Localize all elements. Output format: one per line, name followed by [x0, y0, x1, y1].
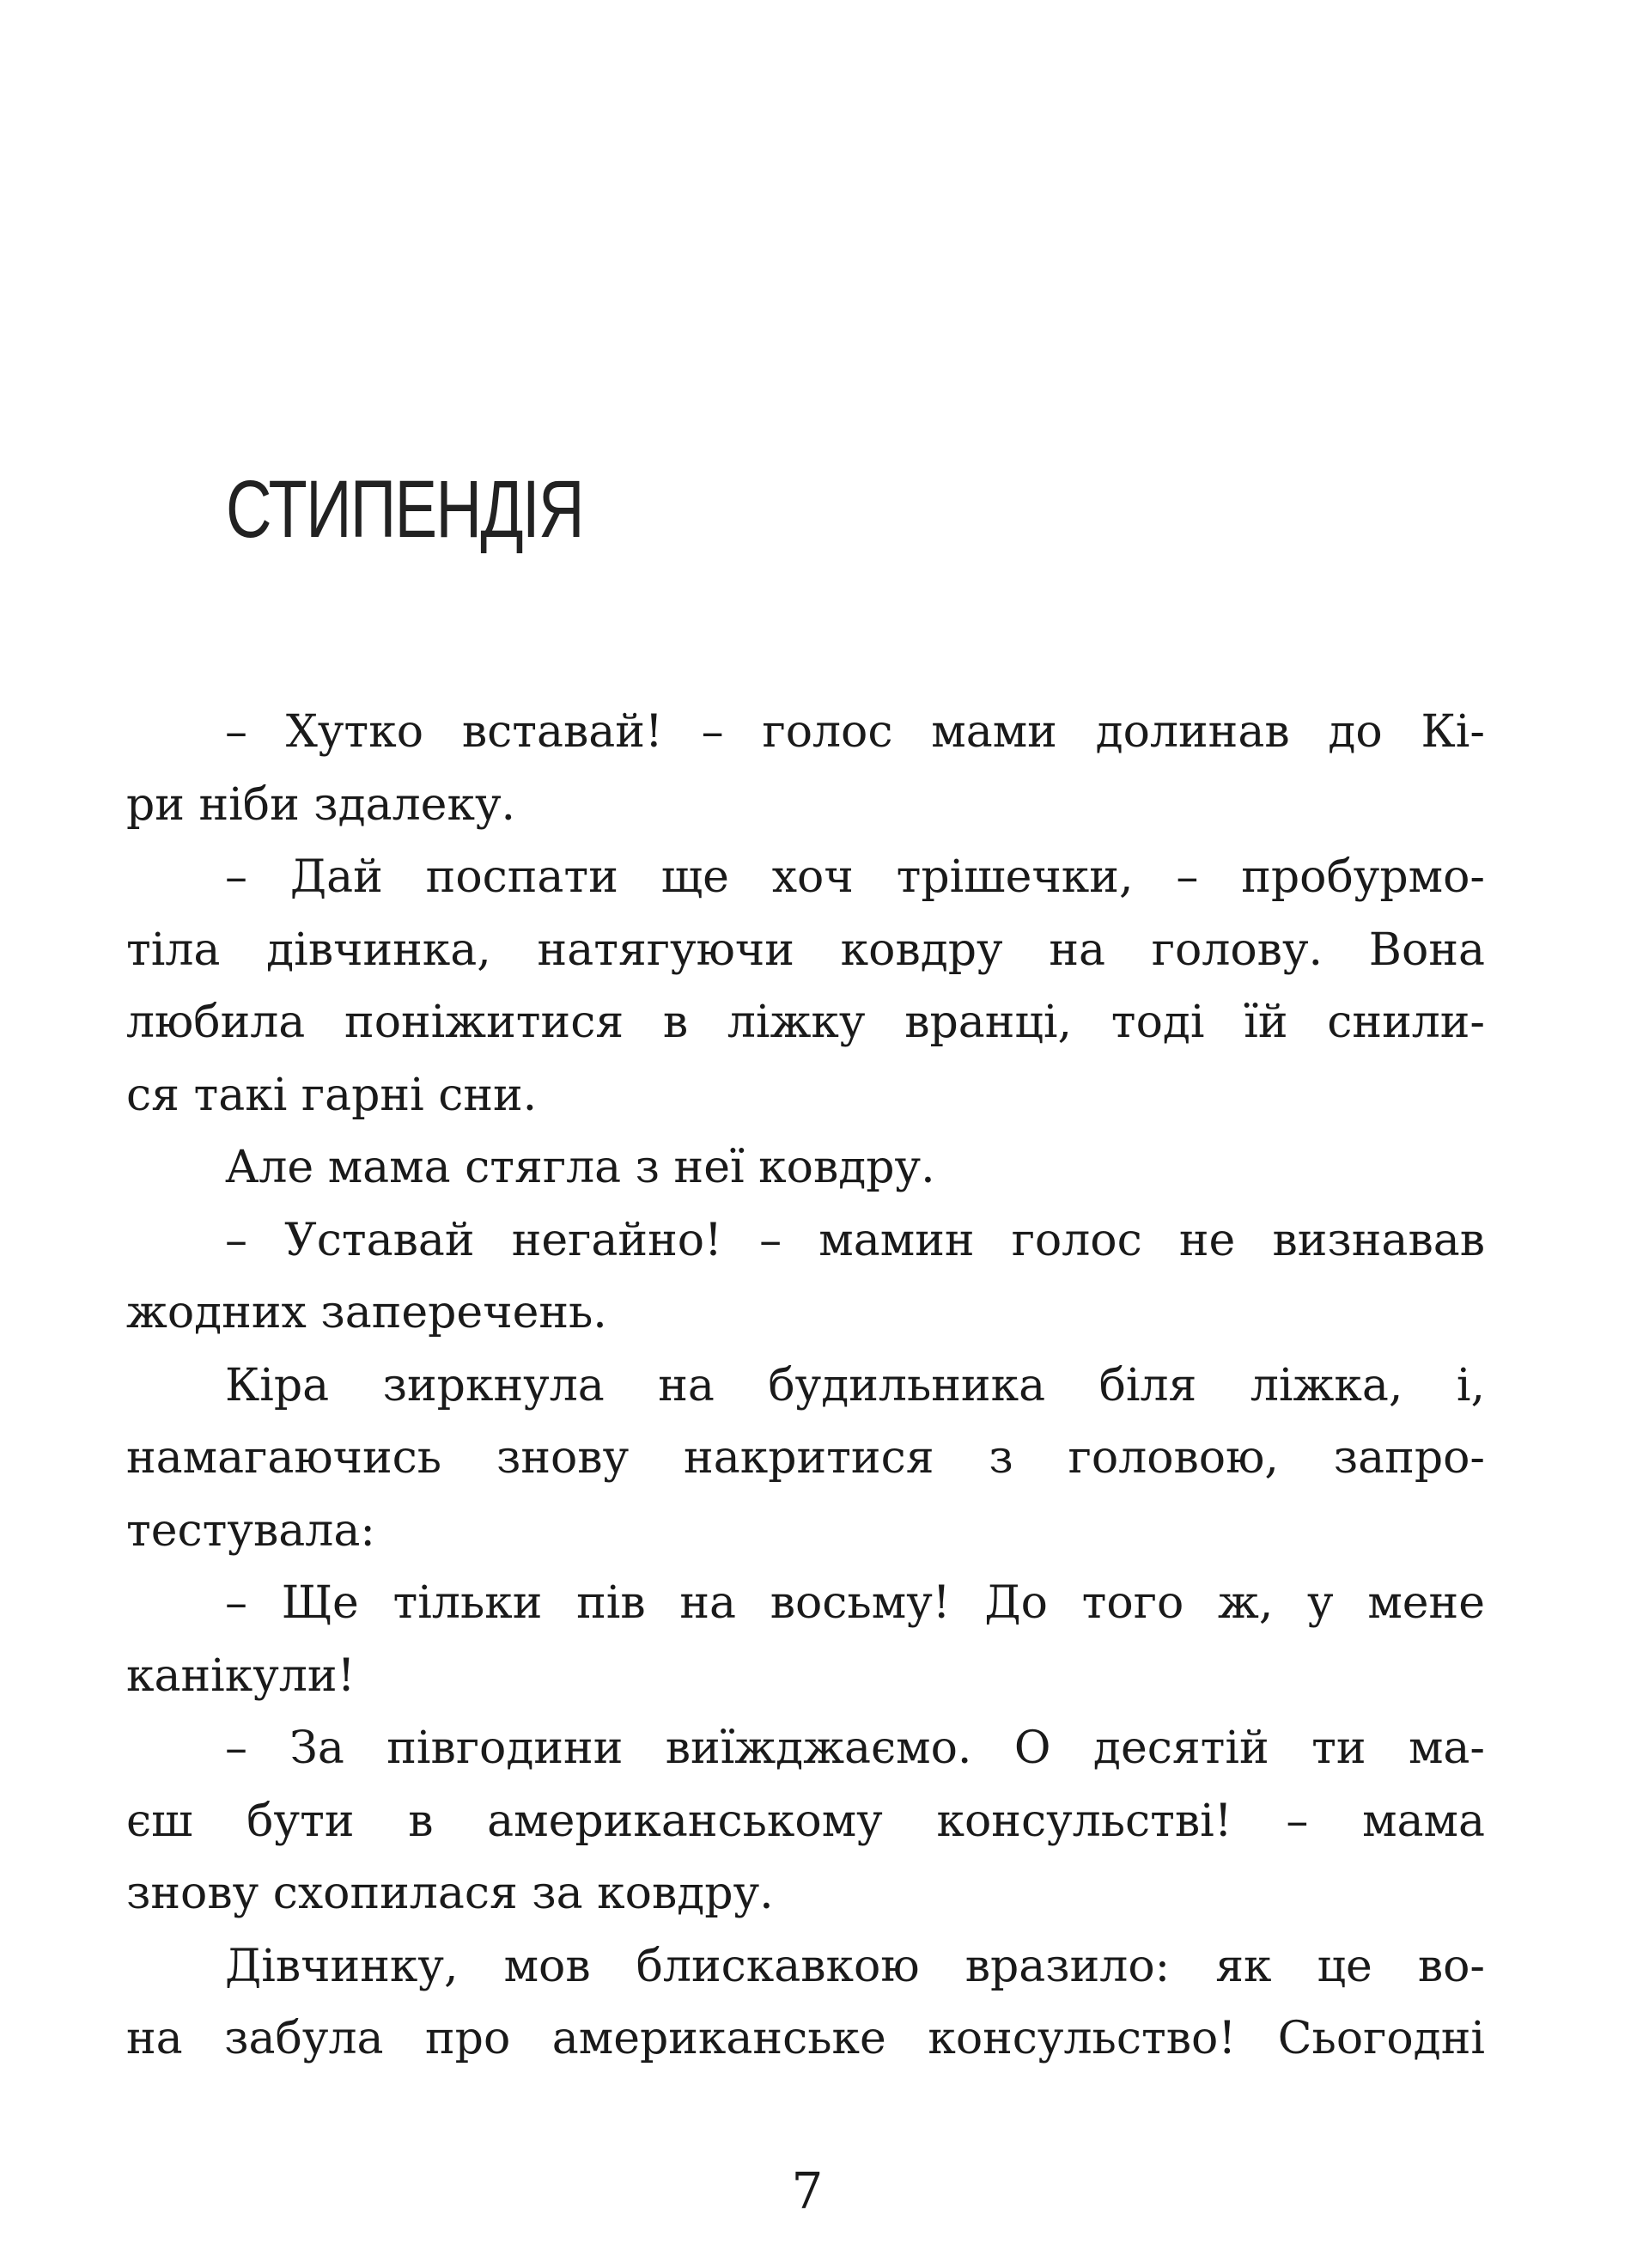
- text-line: – Хутко вставай! – голос мами долинав до Кі-: [225, 706, 1485, 758]
- text-line: – За півгодини виїжджаємо. О десятій ти ма-: [225, 1722, 1485, 1774]
- text-line: на забула про американське консульство! Сьогодні: [126, 2013, 1485, 2064]
- text-line: канікули!: [126, 1649, 356, 1702]
- text-line: Кіра зиркнула на будильника біля ліжка, і,: [225, 1359, 1485, 1411]
- text-line: тіла дівчинка, натягуючи ковдру на голову. Вона: [126, 924, 1485, 976]
- body-text: [126, 696, 1485, 2076]
- text-line: любила поніжитися в ліжку вранці, тоді їй снили-: [126, 997, 1485, 1048]
- text-line: ри ніби здалеку.: [126, 778, 516, 831]
- text-line: єш бути в американському консульстві! – мама: [126, 1795, 1485, 1847]
- text-line: – Ще тільки пів на восьму! До того ж, у мене: [225, 1577, 1485, 1629]
- page-number: 7: [791, 2161, 824, 2220]
- chapter-title: СТИПЕНДІЯ: [226, 464, 584, 555]
- text-line: намагаючись знову накритися з головою, запро-: [126, 1432, 1485, 1484]
- text-line: ся такі гарні сни.: [126, 1069, 538, 1121]
- text-line: жодних заперечень.: [126, 1287, 607, 1338]
- text-line: Але мама стягла з неї ковдру.: [225, 1142, 935, 1193]
- text-line: тестувала:: [126, 1504, 375, 1557]
- text-line: – Уставай негайно! – мамин голос не визнавав: [225, 1214, 1485, 1266]
- text-line: – Дай поспати ще хоч трішечки, – пробурмо-: [225, 851, 1485, 903]
- text-line: Дівчинку, мов блискавкою вразило: як це во-: [225, 1940, 1485, 1992]
- text-line: знову схопилася за ковдру.: [126, 1868, 774, 1919]
